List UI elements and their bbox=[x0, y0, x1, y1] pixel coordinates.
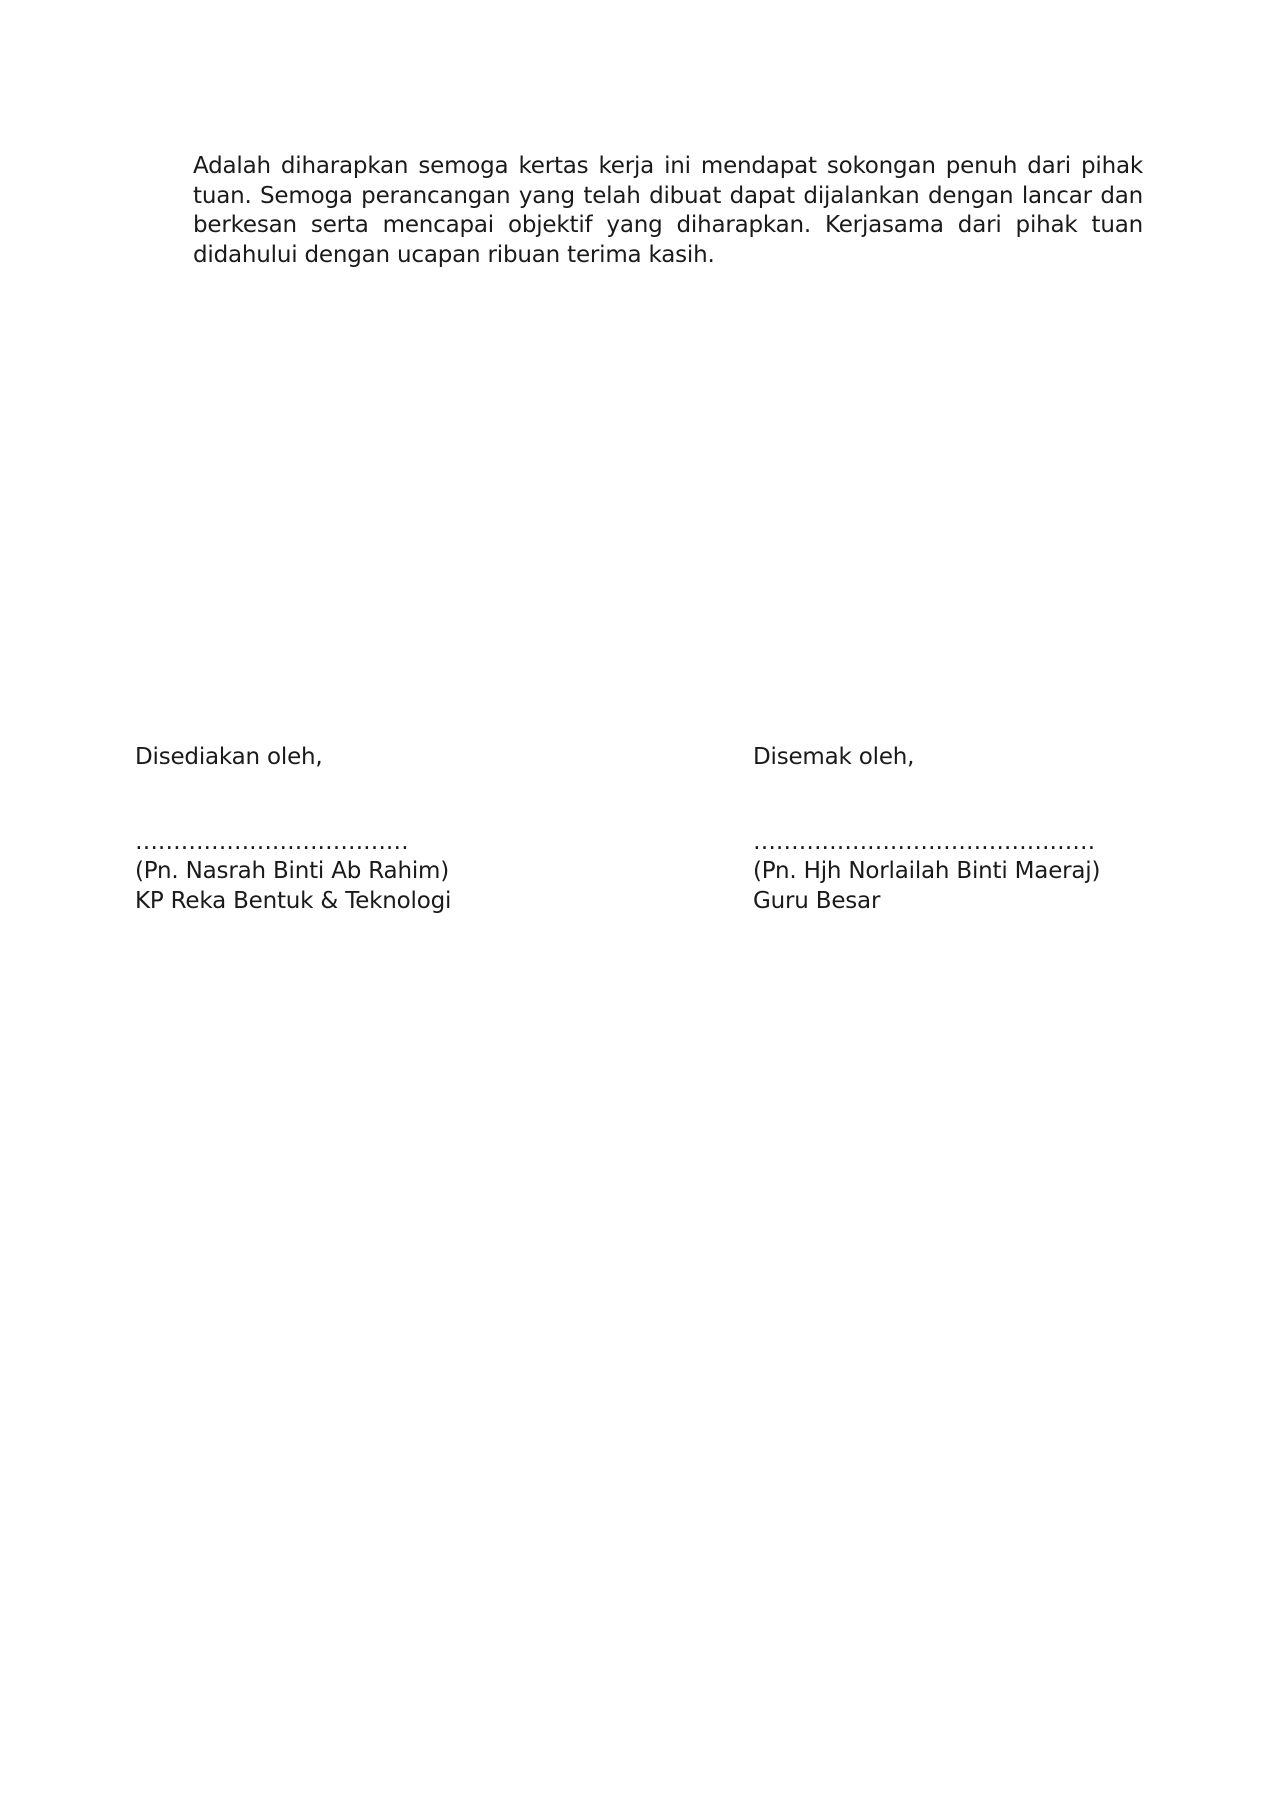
prepared-by-signature-line: ……………………………… bbox=[135, 828, 409, 855]
prepared-by-title: KP Reka Bentuk & Teknologi bbox=[135, 887, 452, 914]
prepared-by-block bbox=[135, 743, 655, 916]
closing-paragraph: Adalah diharapkan semoga kertas kerja ini mendapat sokongan penuh dari pihak tuan. Semoga perancangan yang telah dibuat dapat dijalankan dengan lancar dan berkesan serta mencapai objektif yang diharapkan. Kerjasama dari pihak tuan didahului dengan ucapan ribuan terima kasih. bbox=[193, 153, 1143, 268]
checked-by-title: Guru Besar bbox=[753, 887, 881, 914]
prepared-by-name: (Pn. Nasrah Binti Ab Rahim) bbox=[135, 858, 449, 884]
checked-by-block bbox=[753, 743, 1233, 916]
prepared-by-caption: Disediakan oleh, bbox=[135, 744, 323, 770]
checked-by-caption: Disemak oleh, bbox=[753, 744, 915, 770]
checked-by-name: (Pn. Hjh Norlailah Binti Maeraj) bbox=[753, 858, 1101, 884]
checked-by-signature-line: ……………………………………… bbox=[753, 828, 1096, 855]
